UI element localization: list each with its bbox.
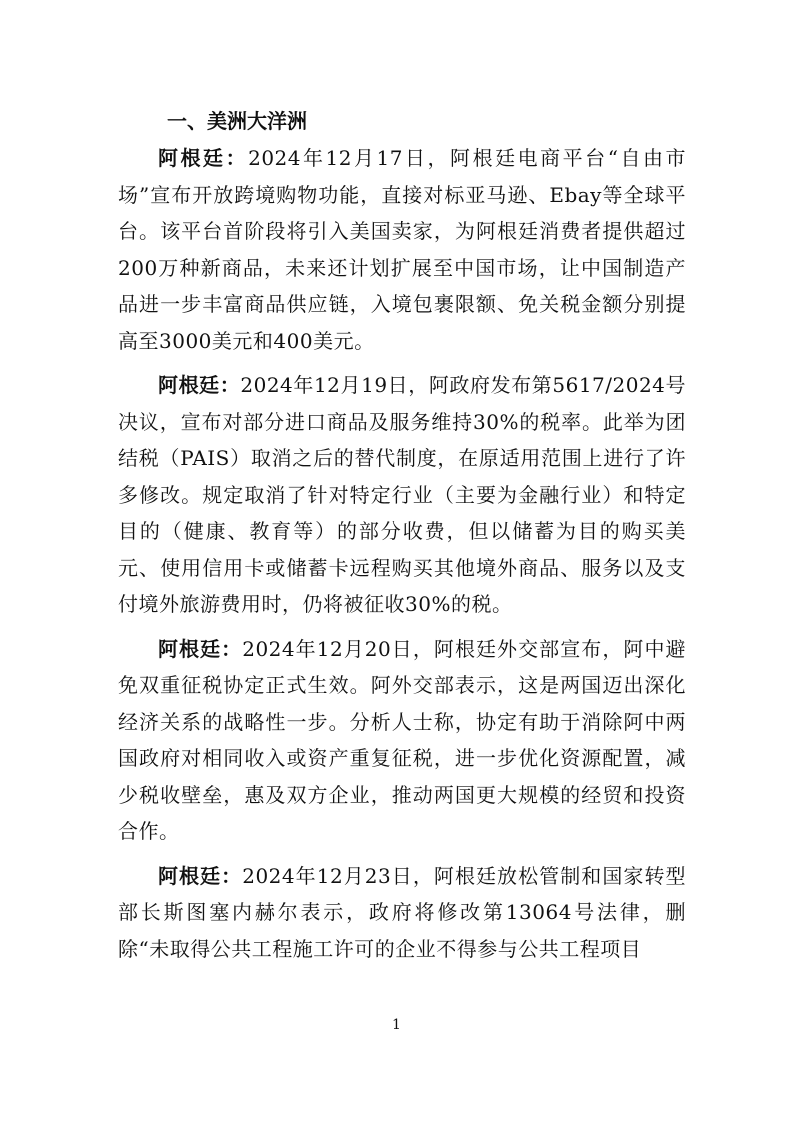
paragraph-text: 2024年12月19日，阿政府发布第5617/2024号决议，宣布对部分进口商品及服务维持30%的税率。此举为团结税（PAIS）取消之后的替代制度，在原适用范围上进行了许多修改。规定取消了针对特定行业（主要为金融行业）和特定目的（健康、教育等）的部分收费，但以储蓄为目的购买美元、使用信用卡或储蓄卡远程购买其他境外商品、服务以及支付境外旅游费用时，仍将被征收30%的税。 bbox=[118, 373, 686, 616]
paragraph-argentina-1 bbox=[118, 140, 686, 359]
paragraph-lead: 阿根廷： bbox=[158, 636, 243, 661]
page-number: 1 bbox=[392, 1017, 401, 1033]
paragraph-lead: 阿根廷： bbox=[158, 146, 249, 170]
paragraph-argentina-4 bbox=[118, 858, 686, 968]
document-body bbox=[118, 140, 686, 975]
paragraph-argentina-3 bbox=[118, 631, 686, 850]
section-heading: 一、美洲大洋洲 bbox=[167, 109, 307, 133]
paragraph-lead: 阿根廷： bbox=[158, 373, 241, 397]
paragraph-text: 2024年12月20日，阿根廷外交部宣布，阿中避免双重征税协定正式生效。阿外交部表示，这是两国迈出深化经济关系的战略性一步。分析人士称，协定有助于消除阿中两国政府对相同收入或资产重复征税，进一步优化资源配置，减少税收壁垒，惠及双方企业，推动两国更大规模的经贸和投资合作。 bbox=[118, 636, 686, 843]
paragraph-text: 2024年12月23日，阿根廷放松管制和国家转型部长斯图塞内赫尔表示，政府将修改第13064号法律，删除“未取得公共工程施工许可的企业不得参与公共工程项目 bbox=[118, 863, 686, 961]
paragraph-lead: 阿根廷： bbox=[158, 863, 243, 888]
paragraph-argentina-2 bbox=[118, 367, 686, 623]
paragraph-text: 2024年12月17日，阿根廷电商平台“自由市场”宣布开放跨境购物功能，直接对标亚马逊、Ebay等全球平台。该平台首阶段将引入美国卖家，为阿根廷消费者提供超过200万种新商品，未来还计划扩展至中国市场，让中国制造产品进一步丰富商品供应链，入境包裹限额、免关税金额分别提高至3000美元和400美元。 bbox=[118, 146, 686, 353]
